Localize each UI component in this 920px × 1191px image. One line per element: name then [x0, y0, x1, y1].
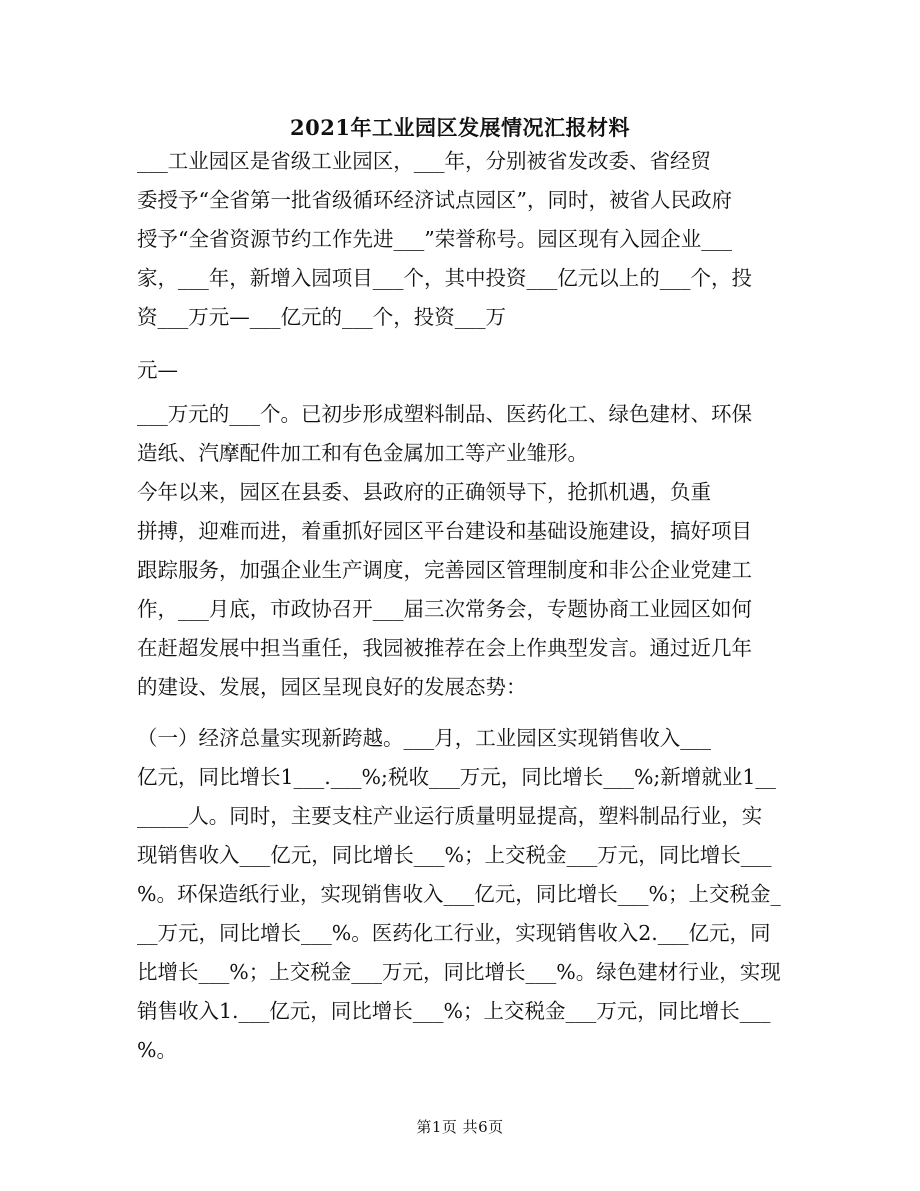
body-line: 家，___年，新增入园项目___个，其中投资___亿元以上的___个，投: [137, 266, 752, 290]
body-line: 造纸、汽摩配件加工和有色金属加工等产业雏形。: [137, 441, 588, 465]
body-line: 销售收入1.___亿元，同比增长___%；上交税金___万元，同比增长___: [137, 999, 771, 1023]
body-line: 今年以来，园区在县委、县政府的正确领导下，抢抓机遇，负重: [137, 480, 711, 504]
body-line: 拼搏，迎难而进，着重抓好园区平台建设和基础设施建设，搞好项目: [137, 519, 752, 543]
body-line: __万元，同比增长___%。医药化工行业，实现销售收入2.___亿元，同: [137, 921, 771, 945]
body-line: 元—: [137, 358, 178, 382]
body-line: 跟踪服务，加强企业生产调度，完善园区管理制度和非公企业党建工: [137, 558, 752, 582]
body-line: 在赶超发展中担当重任，我园被推荐在会上作典型发言。通过近几年: [137, 636, 752, 660]
body-line: 现销售收入___亿元，同比增长___%；上交税金___万元，同比增长___: [137, 843, 772, 867]
body-line: 授予“全省资源节约工作先进___”荣誉称号。园区现有入园企业___: [137, 227, 732, 251]
body-line: %。环保造纸行业，实现销售收入___亿元，同比增长___%；上交税金_: [137, 882, 781, 906]
body-line: （一）经济总量实现新跨越。___月，工业园区实现销售收入___: [137, 726, 711, 750]
body-line: 委授予“全省第一批省级循环经济试点园区”，同时，被省人民政府: [137, 188, 732, 212]
body-line: 作，___月底，市政协召开___届三次常务会，专题协商工业园区如何: [137, 597, 752, 621]
body-line: %。: [137, 1038, 177, 1062]
body-line: 比增长___%；上交税金___万元，同比增长___%。绿色建材行业，实现: [137, 960, 781, 984]
body-line: _____人。同时，主要支柱产业运行质量明显提高，塑料制品行业，实: [137, 804, 763, 828]
body-line: 资___万元—___亿元的___个，投资___万: [137, 305, 506, 329]
body-line: 亿元，同比增长1___.___%;税收___万元，同比增长___%;新增就业1__: [137, 765, 776, 789]
page-number: 第1页 共6页: [416, 1118, 504, 1136]
body-line: ___工业园区是省级工业园区，___年，分别被省发改委、省经贸: [137, 149, 711, 173]
body-line: ___万元的___个。已初步形成塑料制品、医药化工、绿色建材、环保: [137, 402, 752, 426]
document-title: 2021年工业园区发展情况汇报材料: [290, 115, 630, 140]
body-line: 的建设、发展，园区呈现良好的发展态势：: [137, 675, 527, 699]
